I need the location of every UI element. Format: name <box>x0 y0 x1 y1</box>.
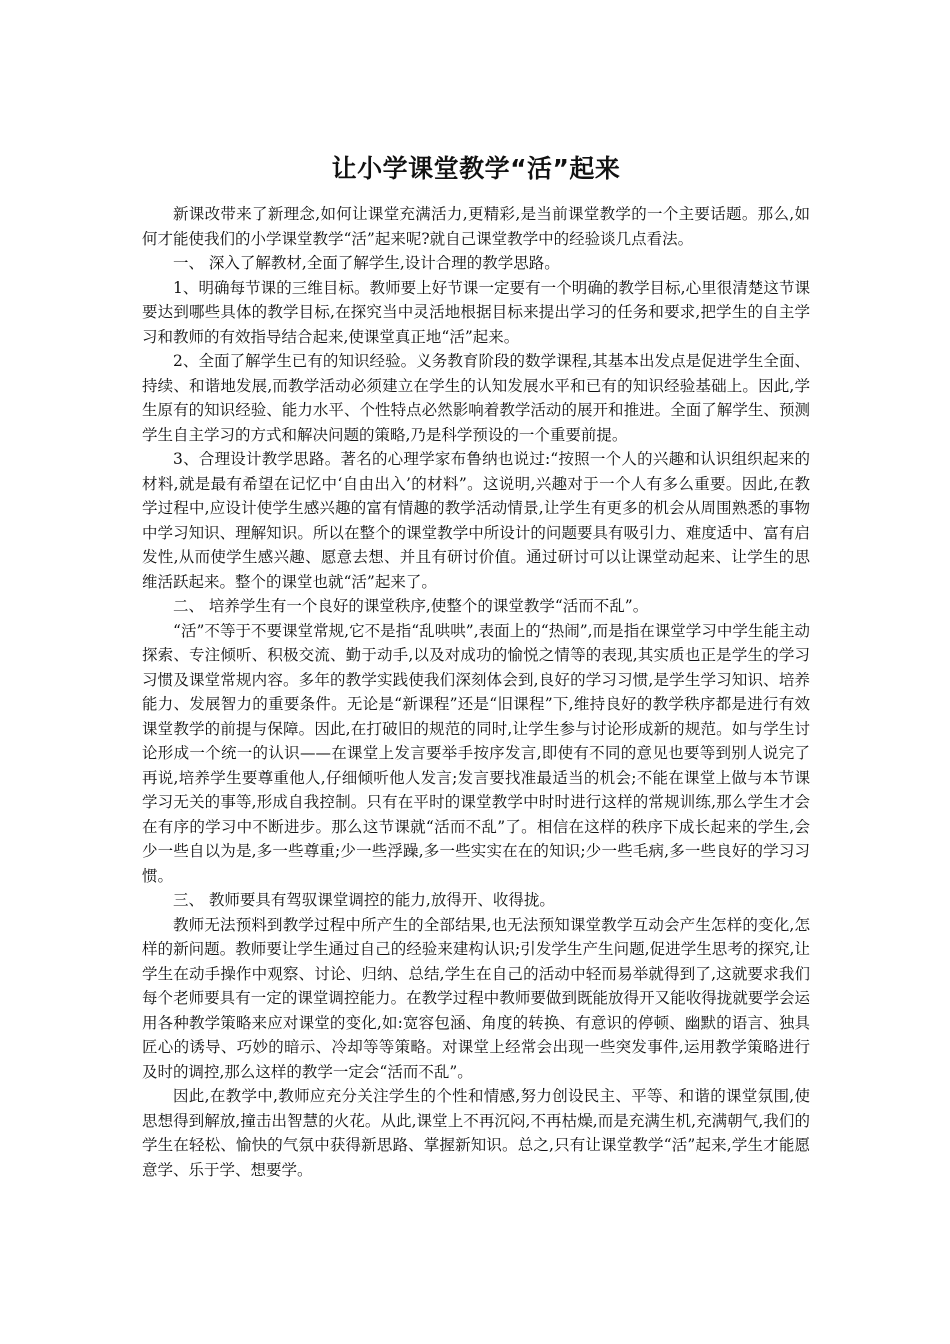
document-title: 让小学课堂教学“活”起来 <box>331 154 621 183</box>
paragraph-1-1: 1、明确每节课的三维目标。教师要上好节课一定要有一个明确的教学目标,心里很清楚这节课要达到哪些具体的教学目标,在探究当中灵活地根据目标来提出学习的任务和要求,把学生的自主学习和教师的有效指导结合起来,使课堂真正地“活”起来。 <box>142 278 810 346</box>
paragraph-conclusion: 因此,在教学中,教师应充分关注学生的个性和情感,努力创设民主、平等、和谐的课堂氛围,使思想得到解放,撞击出智慧的火花。从此,课堂上不再沉闷,不再枯燥,而是充满生机,充满朝气,我们的学生在轻松、愉快的气氛中获得新思路、掌握新知识。总之,只有让课堂教学“活”起来,学生才能愿意学、乐于学、想要学。 <box>142 1087 810 1179</box>
paragraph-intro: 新课改带来了新理念,如何让课堂充满活力,更精彩,是当前课堂教学的一个主要话题。那么,如何才能使我们的小学课堂教学“活”起来呢?就自己课堂教学中的经验谈几点看法。 <box>142 205 810 248</box>
paragraph-3-1: 教师无法预料到教学过程中所产生的全部结果,也无法预知课堂教学互动会产生怎样的变化,怎样的新问题。教师要让学生通过自己的经验来建构认识;引发学生产生问题,促进学生思考的探究,让学生在动手操作中观察、讨论、归纳、总结,学生在自己的活动中轻而易举就得到了,这就要求我们每个老师要具有一定的课堂调控能力。在教学过程中教师要做到既能放得开又能收得拢就要学会运用各种教学策略来应对课堂的变化,如:宽容包涵、角度的转换、有意识的停顿、幽默的语言、独具匠心的诱导、巧妙的暗示、冷却等等策略。对课堂上经常会出现一些突发事件,运用教学策略进行及时的调控,那么这样的教学一定会“活而不乱”。 <box>142 915 810 1081</box>
document-body <box>142 150 810 1182</box>
section-heading-2: 二、 培养学生有一个良好的课堂秩序,使整个的课堂教学“活而不乱”。 <box>173 597 649 615</box>
paragraph-1-2: 2、全面了解学生已有的知识经验。义务教育阶段的数学课程,其基本出发点是促进学生全面、持续、和谐地发展,而教学活动必须建立在学生的认知发展水平和已有的知识经验基础上。因此,学生原有的知识经验、能力水平、个性特点必然影响着教学活动的展开和推进。全面了解学生、预测学生自主学习的方式和解决问题的策略,乃是科学预设的一个重要前提。 <box>142 352 810 444</box>
section-heading-1: 一、 深入了解教材,全面了解学生,设计合理的教学思路。 <box>173 254 560 272</box>
paragraph-2-1: “活”不等于不要课堂常规,它不是指“乱哄哄”,表面上的“热闹”,而是指在课堂学习中学生能主动探索、专注倾听、积极交流、勤于动手,以及对成功的愉悦之情等的表现,其实质也正是学生的学习习惯及课堂常规内容。多年的教学实践使我们深刻体会到,良好的学习习惯,是学生学习知识、培养能力、发展智力的重要条件。无论是“新课程”还是“旧课程”下,维持良好的教学秩序都是进行有效课堂教学的前提与保障。因此,在打破旧的规范的同时,让学生参与讨论形成新的规范。如与学生讨论形成一个统一的认识——在课堂上发言要举手按序发言,即使有不同的意见也要等到别人说完了再说,培养学生要尊重他人,仔细倾听他人发言;发言要找准最适当的机会;不能在课堂上做与本节课学习无关的事等,形成自我控制。只有在平时的课堂教学中时时进行这样的常规训练,那么学生才会在有序的学习中不断进步。那么这节课就“活而不乱”了。相信在这样的秩序下成长起来的学生,会少一些自以为是,多一些尊重;少一些浮躁,多一些实实在在的知识;少一些毛病,多一些良好的学习习惯。 <box>142 621 810 885</box>
paragraph-1-3: 3、合理设计教学思路。著名的心理学家布鲁纳也说过:“按照一个人的兴趣和认识组织起来的材料,就是最有希望在记忆中‘自由出入’的材料”。这说明,兴趣对于一个人有多么重要。因此,在教学过程中,应设计使学生感兴趣的富有情趣的教学活动情景,让学生有更多的机会从周围熟悉的事物中学习知识、理解知识。所以在整个的课堂教学中所设计的问题要具有吸引力、难度适中、富有启发性,从而使学生感兴趣、愿意去想、并且有研讨价值。通过研讨可以让课堂动起来、让学生的思维活跃起来。整个的课堂也就“活”起来了。 <box>142 450 810 591</box>
section-heading-3: 三、 教师要具有驾驭课堂调控的能力,放得开、收得拢。 <box>173 891 555 909</box>
